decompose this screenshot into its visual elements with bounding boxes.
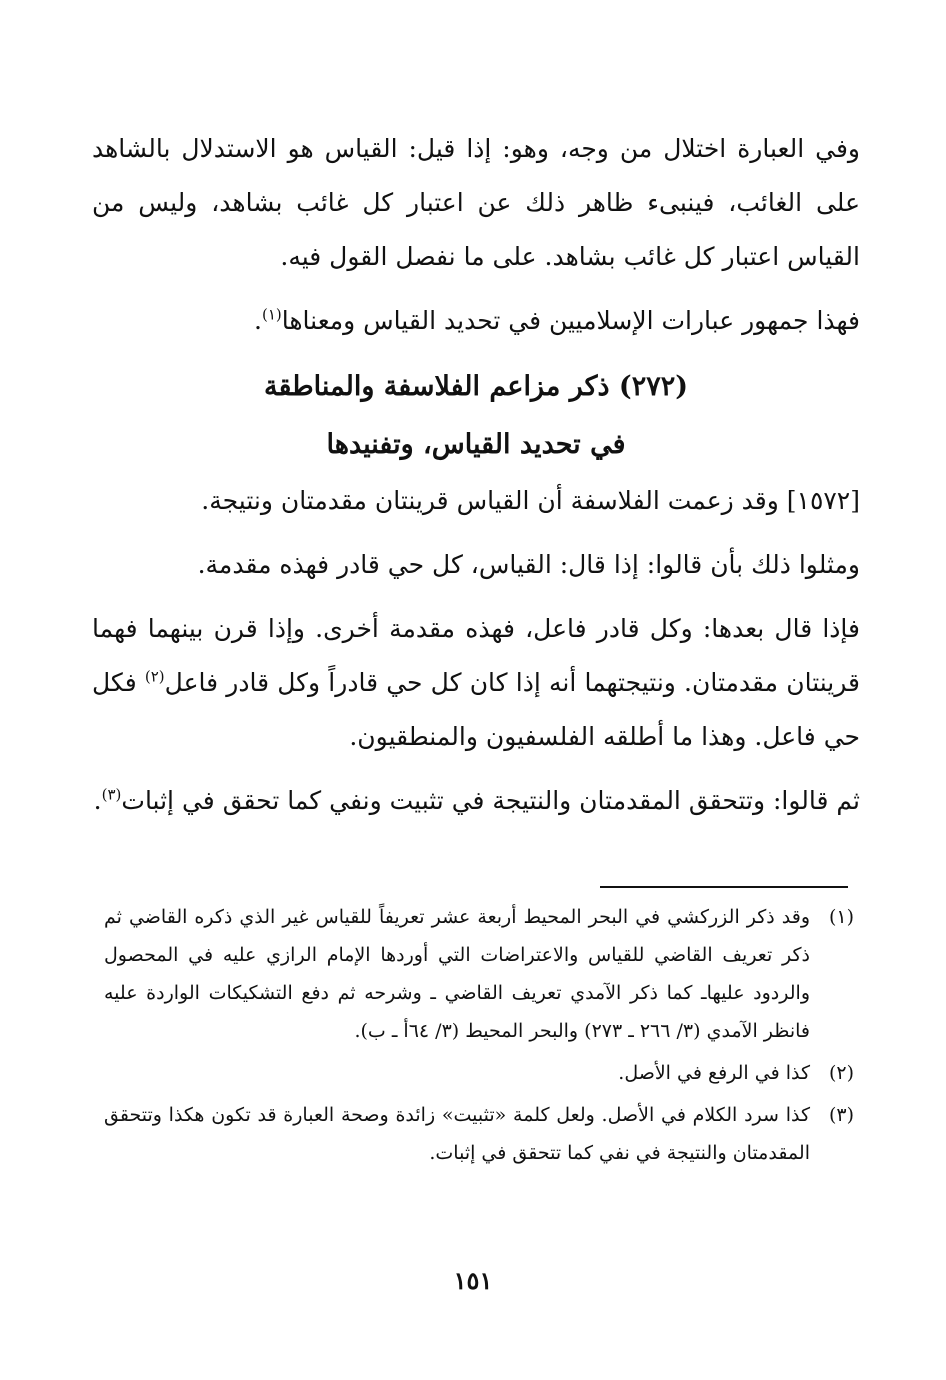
paragraph-1 xyxy=(92,122,860,284)
footnote-divider xyxy=(600,886,848,888)
paragraph-5 xyxy=(92,602,860,764)
paragraph-4-text: ومثلوا ذلك بأن قالوا: إذا قال: القياس، كل حي قادر فهذه مقدمة. xyxy=(197,550,860,579)
footnote-1-text: وقد ذكر الزركشي في البحر المحيط أربعة عشر تعريفاً للقياس غير الذي ذكره القاضي ثم ذكر تعريف القاضي للقياس والاعتراضات التي أوردها الإمام الرازي عليه في المحصول والردود عليهاـ كما ذكر الآمدي تعريف القاضي ـ وشرحه ثم دفع التشكيكات الواردة عليه فانظر الآمدي (٣/ ٢٦٦ ـ ٢٧٣) والبحر المحيط (٣/ ٦٤أ ـ ب). xyxy=(104,906,810,1042)
paragraph-6-text: ثم قالوا: وتتحقق المقدمتان والنتيجة في تثبيت ونفي كما تحقق في إثبات xyxy=(121,786,860,815)
paragraph-6-end: . xyxy=(93,786,102,815)
page-number: ١٥١ xyxy=(453,1266,493,1295)
paragraph-4 xyxy=(92,538,860,592)
footnote-2-number: (٢) xyxy=(828,1062,854,1084)
heading-line-2: في تحديد القياس، وتفنيدها xyxy=(326,429,626,460)
footnote-3-text: كذا سرد الكلام في الأصل. ولعل كلمة «تثبيت» زائدة وصحة العبارة قد تكون هكذا وتتحقق المقدمتان والنتيجة في نفي كما تتحقق في إثبات. xyxy=(104,1104,810,1164)
paragraph-2 xyxy=(92,294,860,348)
footnote-3-number: (٣) xyxy=(828,1104,854,1126)
footnote-1 xyxy=(104,898,854,1050)
paragraph-6 xyxy=(92,774,860,828)
paragraph-3 xyxy=(92,474,860,528)
footnote-ref-1[interactable]: (١) xyxy=(261,305,282,324)
paragraph-2-text: فهذا جمهور عبارات الإسلاميين في تحديد القياس ومعناها xyxy=(281,306,860,335)
footnote-ref-3[interactable]: (٣) xyxy=(101,785,122,804)
footnote-3 xyxy=(104,1096,854,1172)
paragraph-3-text: [١٥٧٢] وقد زعمت الفلاسفة أن القياس قرينتان مقدمتان ونتيجة. xyxy=(201,486,860,515)
footnote-1-number: (١) xyxy=(828,906,854,928)
paragraph-1-text: وفي العبارة اختلال من وجه، وهو: إذا قيل: القياس هو الاستدلال بالشاهد على الغائب، فينبىء ظاهر ذلك عن اعتبار كل غائب بشاهد، وليس من القياس اعتبار كل غائب بشاهد. على ما نفصل القول فيه. xyxy=(92,134,860,271)
section-heading xyxy=(92,358,860,474)
paragraph-5-text-b: فكل حي فاعل. وهذا ما أطلقه الفلسفيون والمنطقيون. xyxy=(92,668,860,751)
footnote-2-text: كذا في الرفع في الأصل. xyxy=(618,1062,810,1084)
footnotes xyxy=(104,898,854,1176)
heading-line-1: (٢٧٢) ذكر مزاعم الفلاسفة والمناطقة xyxy=(263,371,688,402)
footnote-ref-2[interactable]: (٢) xyxy=(144,667,165,686)
footnote-2 xyxy=(104,1054,854,1092)
paragraph-5-text-a: فإذا قال بعدها: وكل قادر فاعل، فهذه مقدمة أخرى. وإذا قرن بينهما فهما قرينتان مقدمتان. ونتيجتهما أنه إذا كان كل حي قادراً وكل قادر فاعل xyxy=(92,614,860,697)
paragraph-2-end: . xyxy=(254,306,262,335)
main-text xyxy=(92,122,860,828)
